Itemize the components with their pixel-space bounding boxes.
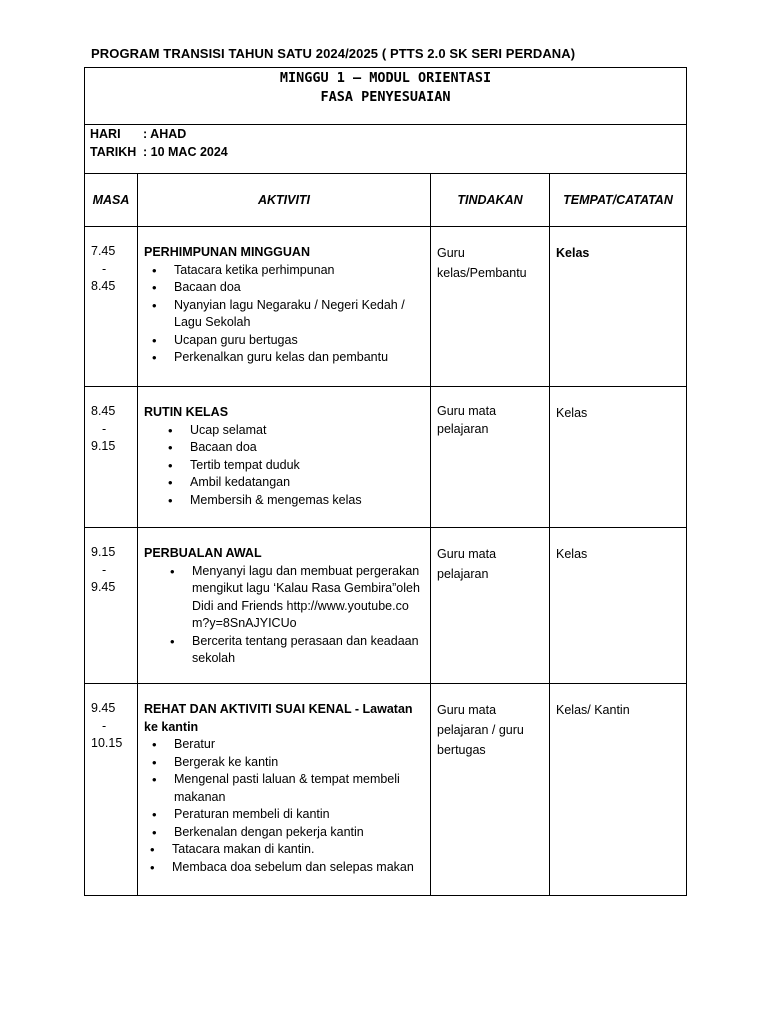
activity-title: PERHIMPUNAN MINGGUAN [144, 245, 310, 259]
time-dash: - [102, 421, 107, 436]
list-item: • Bacaan doa [144, 439, 426, 457]
time-start: 9.15 [91, 545, 116, 559]
activity-title: PERBUALAN AWAL [144, 546, 262, 560]
time-end: 10.15 [91, 736, 123, 750]
tempat-cell: Kelas/ Kantin [550, 684, 687, 896]
time-end: 9.45 [91, 580, 116, 594]
schedule-table [84, 67, 687, 896]
table-row [85, 684, 687, 896]
time-cell [85, 528, 138, 684]
table-row [85, 387, 687, 528]
module-heading [85, 68, 687, 125]
tindakan-cell: Guru mata pelajaran / guru bertugas [431, 684, 550, 896]
list-item: • Peraturan membeli di kantin [144, 806, 426, 824]
tarikh-label: TARIKH [90, 145, 137, 159]
time-cell [85, 227, 138, 387]
list-item: • Bergerak ke kantin [144, 754, 426, 772]
list-item: • Membaca doa sebelum dan selepas makan [144, 859, 426, 877]
tempat-cell: Kelas [550, 227, 687, 387]
time-end: 8.45 [91, 279, 116, 293]
table-row [85, 528, 687, 684]
time-start: 7.45 [91, 244, 116, 258]
time-end: 9.15 [91, 439, 116, 453]
table-row [85, 227, 687, 387]
time-dash: - [102, 718, 107, 733]
column-header-masa: MASA [85, 174, 138, 227]
tempat-cell: Kelas [550, 528, 687, 684]
activity-cell [138, 227, 431, 387]
tindakan-cell: Guru kelas/Pembantu [431, 227, 550, 387]
list-item: • Bercerita tentang perasaan dan keadaan sekolah [144, 633, 426, 668]
list-item: • Mengenal pasti laluan & tempat membeli makanan [144, 771, 426, 806]
time-dash: - [102, 562, 107, 577]
list-item: • Tatacara makan di kantin. [144, 841, 426, 859]
list-item: • Ucapan guru bertugas [144, 332, 426, 350]
list-item: • Ucap selamat [144, 422, 426, 440]
time-dash: - [102, 261, 107, 276]
list-item: • Tatacara ketika perhimpunan [144, 262, 426, 280]
activity-title: REHAT DAN AKTIVITI SUAI KENAL - Lawatan ke kantin [144, 702, 413, 734]
list-item: • Ambil kedatangan [144, 474, 426, 492]
time-cell [85, 684, 138, 896]
list-item: • Berkenalan dengan pekerja kantin [144, 824, 426, 842]
time-start: 8.45 [91, 404, 116, 418]
activity-cell [138, 387, 431, 528]
list-item: • Bacaan doa [144, 279, 426, 297]
activity-cell [138, 528, 431, 684]
column-header-tindakan: TINDAKAN [431, 174, 550, 227]
module-heading-line2: FASA PENYESUAIAN [320, 89, 451, 105]
tarikh-value: : 10 MAC 2024 [143, 145, 228, 159]
list-item: • Beratur [144, 736, 426, 754]
column-header-tempat: TEMPAT/CATATAN [550, 174, 687, 227]
document-title: PROGRAM TRANSISI TAHUN SATU 2024/2025 ( PTTS 2.0 SK SERI PERDANA) [91, 46, 576, 61]
column-header-aktiviti: AKTIVITI [138, 174, 431, 227]
module-heading-line1: MINGGU 1 – MODUL ORIENTASI [279, 70, 492, 86]
list-item: • Tertib tempat duduk [144, 457, 426, 475]
tindakan-cell: Guru mata pelajaran [431, 528, 550, 684]
day-date-info [85, 125, 687, 174]
tindakan-cell: Guru mata pelajaran [431, 387, 550, 528]
activity-cell [138, 684, 431, 896]
time-cell [85, 387, 138, 528]
activity-title: RUTIN KELAS [144, 405, 229, 419]
hari-value: : AHAD [143, 127, 187, 141]
time-start: 9.45 [91, 701, 116, 715]
tempat-cell: Kelas [550, 387, 687, 528]
hari-label: HARI [90, 127, 121, 141]
list-item: • Perkenalkan guru kelas dan pembantu [144, 349, 426, 367]
list-item: • Membersih & mengemas kelas [144, 492, 426, 510]
list-item: • Menyanyi lagu dan membuat pergerakan mengikut lagu ‘Kalau Rasa Gembira”oleh Didi and Friends http://www.youtube.com?y=8SnAJYICUo [144, 563, 426, 633]
list-item: • Nyanyian lagu Negaraku / Negeri Kedah / Lagu Sekolah [144, 297, 426, 332]
